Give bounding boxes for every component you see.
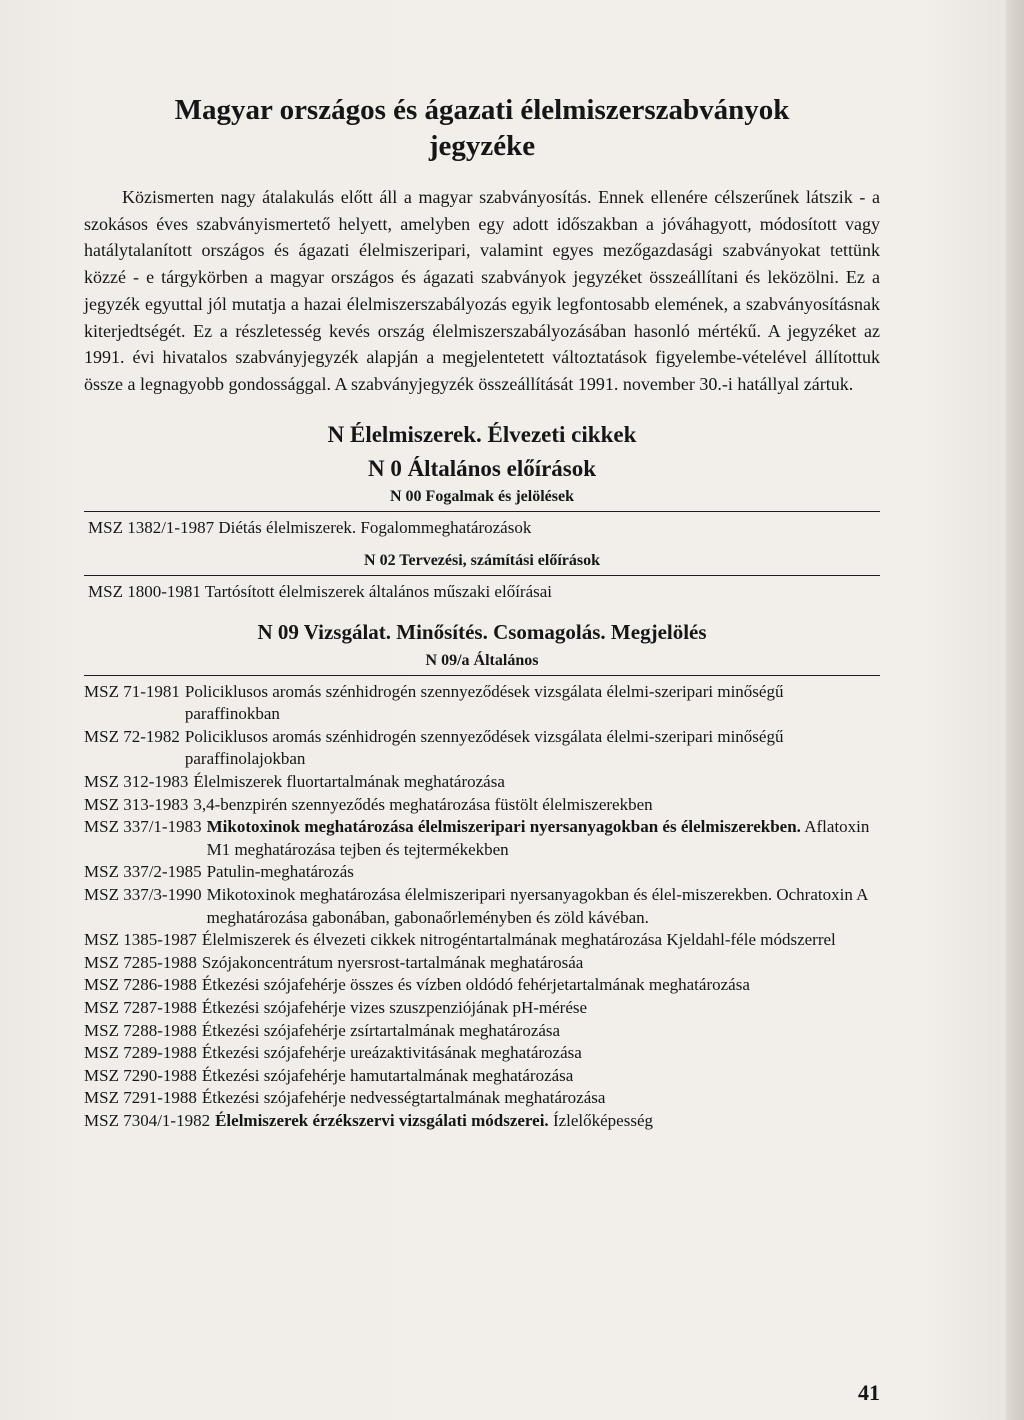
standard-title: Élelmiszerek fluortartalmának meghatározása	[193, 772, 505, 791]
page-edge	[1006, 0, 1024, 1420]
standard-code: MSZ 7289-1988	[84, 1043, 197, 1063]
standard-code: MSZ 7285-1988	[84, 952, 197, 972]
list-item	[84, 997, 880, 1020]
standard-code: MSZ 312-1983	[84, 772, 189, 791]
standard-title: Élelmiszerek és élvezeti cikkek nitrogéntartalmának meghatározása Kjeldahl-féle módszerrel	[201, 930, 836, 950]
page-content	[84, 92, 880, 1133]
list-item	[84, 1065, 880, 1088]
list-item	[84, 929, 880, 952]
list-item	[88, 516, 880, 540]
list-item	[84, 952, 880, 975]
standard-title: Étkezési szójafehérje nedvességtartalmának meghatározása	[201, 1088, 606, 1108]
heading-n02: N 02 Tervezési, számítási előírások	[84, 550, 880, 576]
standard-title: Tartósított élelmiszerek általános műszaki előírásai	[204, 581, 553, 601]
standard-code: MSZ 7286-1988	[84, 975, 197, 995]
standard-title-rest: Ízlelőképesség	[548, 1110, 654, 1130]
standard-title: Étkezési szójafehérje zsírtartalmának meghatározása	[201, 1020, 561, 1040]
standard-title: Mikotoxinok meghatározása élelmiszeripari nyersanyagokban és élel-miszerekben. Ochratoxin A meghatározása gabonában, gabonaőrleményben és zöld kávéban.	[206, 884, 868, 927]
page-number: 41	[858, 1380, 880, 1405]
standard-code: MSZ 7290-1988	[84, 1065, 197, 1085]
heading-n00: N 00 Fogalmak és jelölések	[84, 486, 880, 512]
standard-title: Étkezési szójafehérje ureázaktivitásának meghatározása	[201, 1043, 582, 1063]
standard-title: Szójakoncentrátum nyersrost-tartalmának meghatárosáa	[201, 952, 584, 972]
list-item	[84, 1020, 880, 1043]
standard-code: MSZ 313-1983	[84, 794, 189, 814]
standard-code: MSZ 337/3-1990	[84, 884, 202, 904]
list-item	[84, 1087, 880, 1110]
standard-code: MSZ 7288-1988	[84, 1020, 197, 1040]
standard-title: Patulin-meghatározás	[206, 862, 354, 882]
list-item	[84, 771, 880, 794]
list-item	[84, 726, 880, 771]
standard-title: Étkezési szójafehérje összes és vízben oldódó fehérjetartalmának meghatározása	[201, 975, 750, 995]
standard-title: 3,4-benzpirén szennyeződés meghatározása füstölt élelmiszerekben	[193, 794, 653, 814]
standard-code: MSZ 337/2-1985	[84, 862, 202, 882]
standard-title: Policiklusos aromás szénhidrogén szennyeződések vizsgálata élelmi-szeripari minőségű paraffinokban	[184, 681, 784, 724]
title-line-1: Magyar országos és ágazati élelmiszerszabványok	[174, 94, 790, 126]
title-line-2: jegyzéke	[428, 130, 536, 162]
list-item	[84, 974, 880, 997]
heading-n09a: N 09/a Általános	[84, 650, 880, 676]
heading-n: N Élelmiszerek. Élvezeti cikkek	[327, 421, 637, 447]
standards-list	[84, 681, 880, 1133]
heading-n0: N 0 Általános előírások	[367, 455, 597, 481]
standard-code: MSZ 7291-1988	[84, 1088, 197, 1108]
heading-n09: N 09 Vizsgálat. Minősítés. Csomagolás. Megjelölés	[257, 619, 707, 644]
standard-code: MSZ 72-1982	[84, 726, 180, 746]
standard-title	[215, 1110, 880, 1133]
standard-code: MSZ 71-1981	[84, 681, 180, 701]
standard-code: MSZ 7304/1-1982	[84, 1110, 211, 1130]
list-item	[84, 861, 880, 884]
standard-code: MSZ 337/1-1983	[84, 817, 202, 837]
standard-title	[207, 816, 880, 861]
standard-title: Diétás élelmiszerek. Fogalommeghatározások	[218, 517, 532, 537]
standard-title-rest: Aflatoxin M1 meghatározása tejben és tejtermékekben	[206, 817, 870, 859]
standard-title-bold: Élelmiszerek érzékszervi vizsgálati módszerei.	[215, 1110, 549, 1130]
list-item	[84, 681, 880, 726]
list-item	[84, 816, 880, 861]
standard-code: MSZ 1382/1-1987	[88, 517, 215, 537]
standard-code: MSZ 1800-1981	[88, 581, 201, 601]
standard-title-bold: Mikotoxinok meghatározása élelmiszeripari nyersanyagokban és élelmiszerekben.	[206, 817, 801, 837]
list-item	[84, 1110, 880, 1133]
page-title	[84, 92, 880, 164]
standard-title: Policiklusos aromás szénhidrogén szennyeződések vizsgálata élelmi-szeripari minőségű paraffinolajokban	[184, 726, 784, 769]
list-item	[84, 1042, 880, 1065]
standard-code: MSZ 1385-1987	[84, 930, 197, 950]
intro-paragraph: Közismerten nagy átalakulás előtt áll a magyar szabványosítás. Ennek ellenére célszerűnek látszik - a szokásos éves szabványismertető helyett, amelyben egy adott időszakban a jóváhagyott, módosított vagy hatálytalanított országos és ágazati élelmiszeripari, valamint egyes mezőgazdasági szabványokat tettünk közzé - e tárgykörben a magyar országos és ágazati szabványok jegyzéket összeállítani és leközölni. Ez a jegyzék egyuttal jól mutatja a hazai élelmiszerszabályozás egyik legfontosabb elemének, a szabványosításnak kiterjedtségét. Ez a részletesség kevés ország élelmiszerszabályozásában hasonló mértékű. A jegyzéket az 1991. évi hivatalos szabványjegyzék alapján a megjelentetett változtatások figyelembe-vételével állítottuk össze a legnagyobb gondossággal. A szabványjegyzék összeállítását 1991. november 30.-i hatállyal zártuk.	[84, 187, 880, 394]
list-item	[84, 884, 880, 929]
list-item	[84, 794, 880, 817]
standard-title: Étkezési szójafehérje vizes szuszpenziójának pH-mérése	[201, 997, 588, 1017]
standard-title: Étkezési szójafehérje hamutartalmának meghatározása	[201, 1065, 574, 1085]
list-item	[88, 580, 880, 604]
standard-code: MSZ 7287-1988	[84, 997, 197, 1017]
